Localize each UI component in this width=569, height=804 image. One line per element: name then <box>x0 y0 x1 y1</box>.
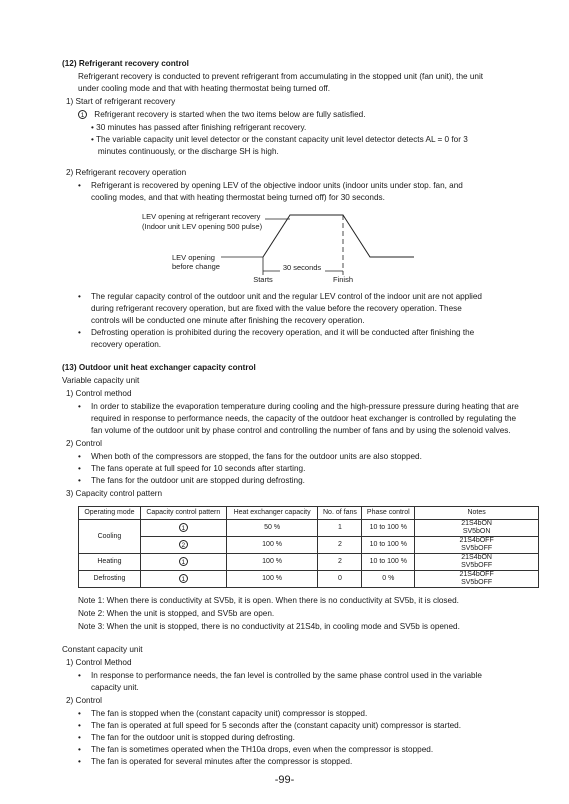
table-row <box>79 571 539 588</box>
fans-cell: 2 <box>318 537 362 554</box>
bullet: • <box>78 292 81 301</box>
c-method-line-2: capacity unit. <box>91 683 139 692</box>
s12-after-1-line-2: during refrigerant recovery operation, but are fixed with the value before the recovery operation. These <box>91 304 462 313</box>
bullet: • <box>78 721 81 730</box>
circled-number: 2 <box>179 540 188 549</box>
table-header-row <box>79 507 539 520</box>
section-12-heading: (12) Refrigerant recovery control <box>62 59 189 68</box>
bullet: • <box>78 671 81 680</box>
phase-cell: 10 to 100 % <box>362 520 415 537</box>
column-header: Operating mode <box>79 507 141 520</box>
notes-cell <box>415 554 539 571</box>
mode-cell: Defrosting <box>79 571 141 588</box>
lev-curve <box>263 215 414 257</box>
s12-intro-line-2: under cooling mode and that with heating thermostat being turned off. <box>78 84 331 93</box>
fans-cell: 0 <box>318 571 362 588</box>
pattern-cell <box>140 571 226 588</box>
circled-number: 1 <box>179 557 188 566</box>
s13-method-heading: 1) Control method <box>66 389 132 398</box>
table-row <box>79 537 539 554</box>
s12-start-item <box>78 110 366 120</box>
c-method-heading: 1) Control Method <box>66 658 132 667</box>
column-header: Notes <box>415 507 539 520</box>
c-control-bullet-5: The fan is operated for several minutes after the compressor is stopped. <box>91 757 353 766</box>
circled-number: 1 <box>179 523 188 532</box>
s13-method-line-2: required in response to performance needs, the capacity of the outdoor heat exchanger is controlled by regulating the <box>91 414 517 423</box>
diagram-label-500-pulse: (Indoor unit LEV opening 500 pulse) <box>142 222 263 231</box>
bullet: • <box>78 181 81 190</box>
fans-cell: 1 <box>318 520 362 537</box>
s13-control-heading: 2) Control <box>66 439 102 448</box>
bullet: • <box>78 709 81 718</box>
lev-opening-timing-diagram <box>0 205 569 285</box>
starts-label: Starts <box>253 275 273 284</box>
duration-label: 30 seconds <box>282 263 322 272</box>
finish-label: Finish <box>332 275 354 284</box>
pattern-cell <box>140 537 226 554</box>
page-number: -99- <box>274 774 295 786</box>
phase-cell: 10 to 100 % <box>362 537 415 554</box>
c-control-bullet-4: The fan is sometimes operated when the TH10a drops, even when the compressor is stopped. <box>91 745 434 754</box>
s12-start-bullet-1: • 30 minutes has passed after finishing refrigerant recovery. <box>91 123 307 132</box>
note-value: 21S4bON <box>461 520 492 527</box>
s12-start-item-text: Refrigerant recovery is started when the two items below are fully satisfied. <box>94 110 366 119</box>
pattern-cell <box>140 520 226 537</box>
bullet: • <box>78 402 81 411</box>
diagram-label-before-change: before change <box>172 262 220 271</box>
note-value: SV5bOFF <box>461 562 493 569</box>
circled-number: 1 <box>179 574 188 583</box>
s12-after-2-line-2: recovery operation. <box>91 340 162 349</box>
circled-number-1: 1 <box>78 110 87 119</box>
notes-cell <box>415 571 539 588</box>
table-note-1: Note 1: When there is conductivity at SV5b, it is open. When there is no conductivity at SV5b, it is closed. <box>78 596 459 605</box>
diagram-label-recovery: LEV opening at refrigerant recovery <box>142 212 261 221</box>
note-value: SV5bON <box>462 528 491 535</box>
capacity-control-table <box>78 506 539 588</box>
capacity-cell: 100 % <box>226 537 318 554</box>
section-13-heading: (13) Outdoor unit heat exchanger capacity control <box>62 363 256 372</box>
phase-cell: 10 to 100 % <box>362 554 415 571</box>
note-value: SV5bOFF <box>461 545 493 552</box>
table-row <box>79 554 539 571</box>
constant-unit-label: Constant capacity unit <box>62 645 143 654</box>
s13-pattern-heading: 3) Capacity control pattern <box>66 489 163 498</box>
pattern-cell <box>140 554 226 571</box>
bullet: • <box>78 452 81 461</box>
s13-control-bullet-1: When both of the compressors are stopped, the fans for the outdoor units are also stopped. <box>91 452 422 461</box>
s12-start-bullet-2-cont: minutes continuously, or the discharge SH is high. <box>91 147 279 156</box>
bullet: • <box>78 733 81 742</box>
c-method-line-1: In response to performance needs, the fan level is controlled by the same phase control used in the variable <box>91 671 482 680</box>
bullet: • <box>78 328 81 337</box>
bullet: • <box>78 464 81 473</box>
capacity-cell: 100 % <box>226 554 318 571</box>
s12-after-1-line-1: The regular capacity control of the outdoor unit and the regular LEV control of the indoor unit are not applied <box>91 292 482 301</box>
column-header: No. of fans <box>318 507 362 520</box>
variable-unit-label: Variable capacity unit <box>62 376 140 385</box>
c-control-bullet-1: The fan is stopped when the (constant capacity unit) compressor is stopped. <box>91 709 368 718</box>
bullet: • <box>78 757 81 766</box>
c-control-bullet-3: The fan for the outdoor unit is stopped during defrosting. <box>91 733 295 742</box>
s12-after-2-line-1: Defrosting operation is prohibited during the recovery operation, and it will be conducted after finishing the <box>91 328 475 337</box>
capacity-cell: 50 % <box>226 520 318 537</box>
s13-control-bullet-3: The fans for the outdoor unit are stopped during defrosting. <box>91 476 305 485</box>
bullet: • <box>78 476 81 485</box>
note-value: 21S4bOFF <box>459 537 494 544</box>
bullet: • <box>78 745 81 754</box>
s12-start-heading: 1) Start of refrigerant recovery <box>66 97 176 106</box>
table-note-3: Note 3: When the unit is stopped, there is no conductivity at 21S4b, in cooling mode and SV5b is opened. <box>78 622 460 631</box>
s12-op-line-2: cooling modes, and that with heating thermostat being turned off) for 30 seconds. <box>91 193 385 202</box>
note-value: SV5bOFF <box>461 579 493 586</box>
s13-method-line-3: fan volume of the outdoor unit by phase control and controlling the number of fans and by using the solenoid valves. <box>91 426 511 435</box>
mode-cell: Heating <box>79 554 141 571</box>
table-note-2: Note 2: When the unit is stopped, and SV5b are open. <box>78 609 275 618</box>
s13-control-bullet-2: The fans operate at full speed for 10 seconds after starting. <box>91 464 306 473</box>
capacity-cell: 100 % <box>226 571 318 588</box>
c-control-bullet-2: The fan is operated at full speed for 5 seconds after the (constant capacity unit) compressor is started. <box>91 721 461 730</box>
column-header: Phase control <box>362 507 415 520</box>
s12-start-bullet-2: • The variable capacity unit level detector or the constant capacity unit level detector detects AL = 0 for 3 <box>91 135 468 144</box>
s12-intro-line-1: Refrigerant recovery is conducted to prevent refrigerant from accumulating in the stopped unit (fan unit), the unit <box>78 72 484 81</box>
notes-cell <box>415 537 539 554</box>
column-header: Capacity control pattern <box>140 507 226 520</box>
c-control-heading: 2) Control <box>66 696 102 705</box>
notes-cell <box>415 520 539 537</box>
s12-op-heading: 2) Refrigerant recovery operation <box>66 168 187 177</box>
fans-cell: 2 <box>318 554 362 571</box>
phase-cell: 0 % <box>362 571 415 588</box>
s12-after-1-line-3: controls will be conducted one minute after finishing the recovery operation. <box>91 316 365 325</box>
s12-op-line-1: Refrigerant is recovered by opening LEV of the objective indoor units (indoor units under stop. fan, and <box>91 181 463 190</box>
column-header: Heat exchanger capacity <box>226 507 318 520</box>
mode-cell: Cooling <box>79 520 141 554</box>
note-value: 21S4bON <box>461 554 492 561</box>
diagram-label-lev-opening: LEV opening <box>172 253 215 262</box>
s13-method-line-1: In order to stabilize the evaporation temperature during cooling and the high-pressure pressure during heating that are <box>91 402 519 411</box>
table-row <box>79 520 539 537</box>
note-value: 21S4bOFF <box>459 571 494 578</box>
